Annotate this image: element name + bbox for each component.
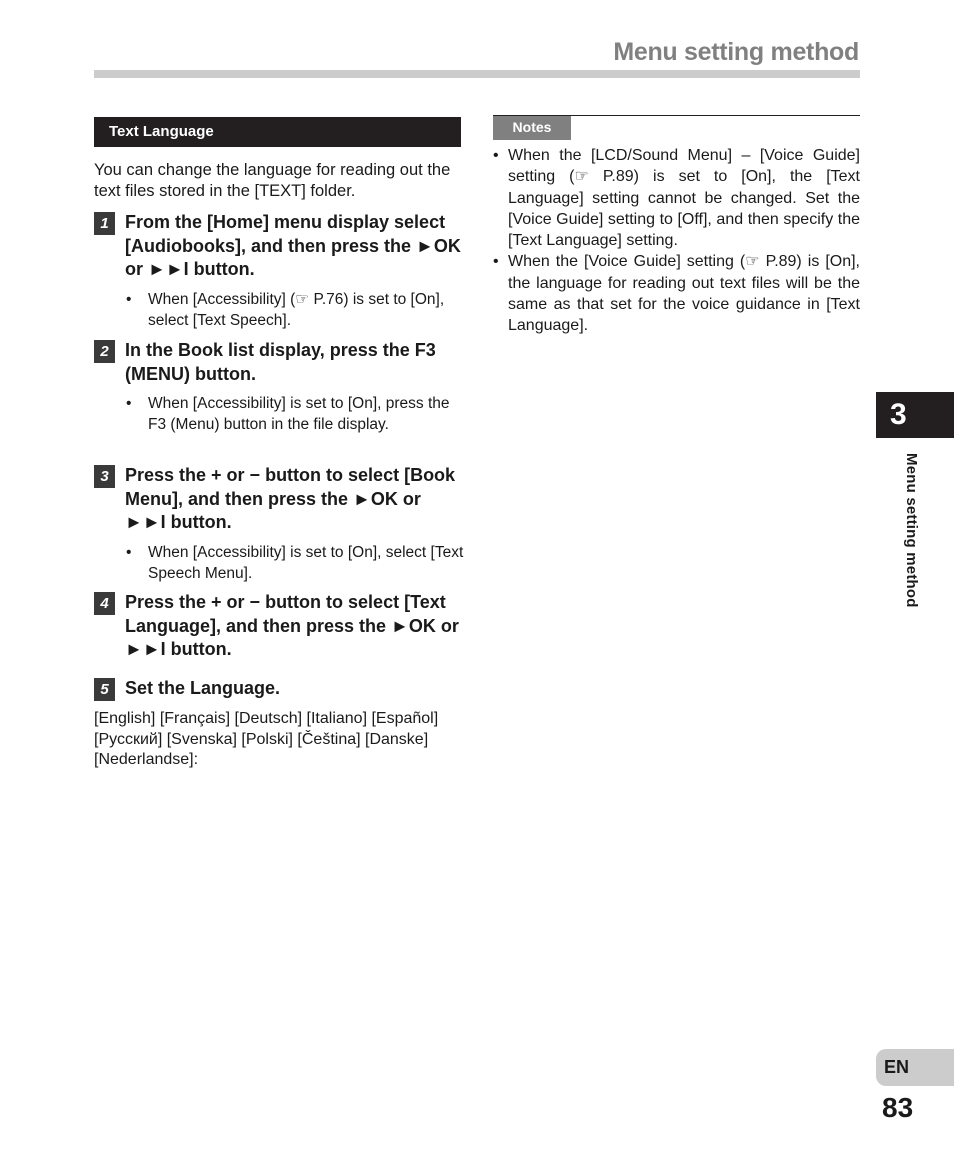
step-bullet-text: When [Accessibility] (☞ P.76) is set to [On], select [Text Speech]. — [148, 290, 445, 329]
step-number: 5 — [94, 678, 115, 701]
page-title: Menu setting method — [613, 38, 859, 66]
chapter-side-label: Menu setting method — [903, 453, 920, 608]
step-title: From the [Home] menu display select [Audiobooks], and then press the ►OK or ►►I button. — [125, 212, 461, 279]
note-item — [493, 251, 860, 336]
section-intro: You can change the language for reading out the text files stored in the [TEXT] folder. — [94, 161, 451, 200]
bullet-dot: • — [493, 253, 499, 271]
step-bullet-text: When [Accessibility] is set to [On], press the F3 (Menu) button in the file display. — [148, 395, 450, 433]
step-number: 1 — [94, 212, 115, 235]
step-title: Press the + or − button to select [Text Language], and then press the ►OK or ►►I button. — [125, 592, 459, 659]
bullet-dot: • — [126, 543, 132, 561]
note-text: When the [LCD/Sound Menu] – [Voice Guide] setting (☞ P.89) is set to [On], the [Text Language] setting cannot be changed. Set the [Voice Guide] setting to [Off], and then specify the [Text Language] setting. — [508, 147, 860, 250]
step-number: 3 — [94, 465, 115, 488]
bullet-dot: • — [126, 290, 132, 308]
step-title: Set the Language. — [125, 678, 281, 698]
step-3 — [94, 464, 466, 584]
step-title: Press the + or − button to select [Book Menu], and then press the ►OK or ►►I button. — [125, 465, 456, 532]
step-4 — [94, 591, 466, 662]
step-number: 4 — [94, 592, 115, 615]
note-item — [493, 145, 860, 251]
step-bullet — [126, 393, 466, 435]
bullet-dot: • — [126, 395, 132, 412]
chapter-tab: 3 — [876, 392, 954, 438]
step-5 — [94, 677, 466, 701]
language-tab: EN — [876, 1049, 954, 1086]
notes-label: Notes — [493, 116, 571, 140]
notes-list — [493, 145, 860, 337]
step-bullet-text: When [Accessibility] is set to [On], select [Text Speech Menu]. — [148, 543, 464, 582]
step-1 — [94, 211, 466, 331]
step-title: In the Book list display, press the F3 (MENU) button. — [125, 340, 436, 384]
step-bullet — [126, 542, 466, 584]
bullet-dot: • — [493, 147, 499, 164]
note-text: When the [Voice Guide] setting (☞ P.89) is [On], the language for reading out text files will be the same as that set for the voice guidance in [Text Language]. — [508, 253, 860, 335]
title-rule — [94, 70, 860, 78]
section-heading: Text Language — [94, 117, 461, 147]
step-bullet — [126, 289, 466, 331]
step-2 — [94, 339, 466, 435]
step-number: 2 — [94, 340, 115, 363]
language-list: [English] [Français] [Deutsch] [Italiano] [Español] [Русский] [Svenska] [Polski] [Čeština] [Danske] [Nederlandse]: — [94, 710, 439, 768]
page-number: 83 — [882, 1092, 914, 1123]
